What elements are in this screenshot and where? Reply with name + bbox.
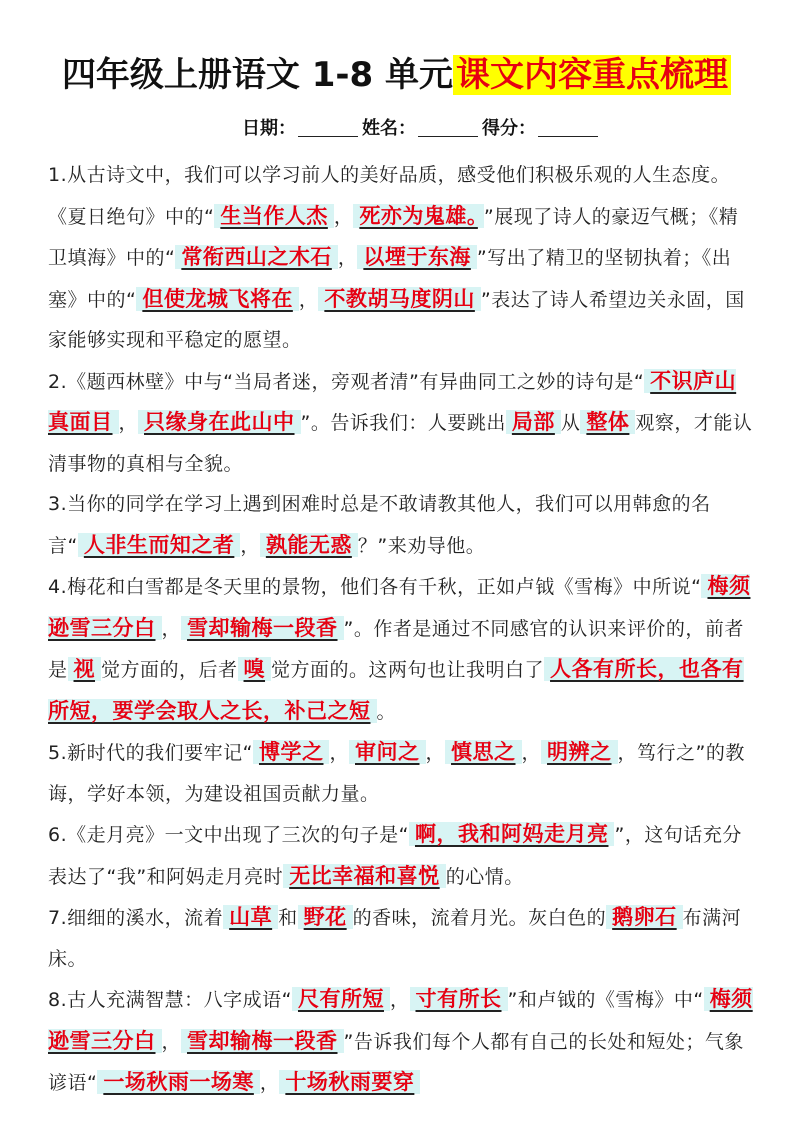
question-3 <box>48 484 753 566</box>
question-8 <box>48 979 753 1104</box>
date-label: 日期： <box>242 118 296 139</box>
q3-answer-2: 孰能无惑 <box>260 533 358 557</box>
title-main: 四年级上册语文 1-8 单元 <box>61 55 454 95</box>
q8-text-1: 8.古人充满智慧：八字成语“ <box>48 989 292 1011</box>
q7-answer-3: 鹅卵石 <box>606 905 683 929</box>
q4-text-2: ， <box>161 617 182 640</box>
q1-text-4: ， <box>337 247 358 269</box>
q1-text-2: ， <box>333 205 354 228</box>
q1-text-3: ”展现了诗人的豪迈气概；《精卫填海》中的“ <box>48 205 739 269</box>
q2-answer-4: 整体 <box>580 410 635 434</box>
q8-text-2: ， <box>389 989 410 1011</box>
q3-text-1: 3.当你的同学在学习上遇到困难时总是不敢请教其他人，我们可以用韩愈的名言“ <box>48 493 711 557</box>
q7-text-4: 布满河床。 <box>48 907 742 970</box>
q2-answer-2: 只缘身在此山中 <box>138 410 301 434</box>
question-7 <box>48 897 753 979</box>
name-blank <box>418 118 478 137</box>
q7-answer-1: 山草 <box>223 905 278 929</box>
info-line <box>242 116 602 142</box>
q5-answer-1: 博学之 <box>253 740 330 764</box>
q2-text-5: 观察，才能认清事物的真相与全貌。 <box>48 412 753 475</box>
q5-text-2: ， <box>329 742 349 764</box>
q6-answer-2: 无比幸福和喜悦 <box>283 864 446 888</box>
q6-text-1: 6.《走月亮》一文中出现了三次的句子是“ <box>48 824 409 846</box>
q3-text-3: ？”来劝导他。 <box>357 534 486 557</box>
q3-text-2: ， <box>240 534 260 557</box>
q8-text-5: ”告诉我们每个人都有自己的长处和短处；气象谚语“ <box>48 1030 744 1094</box>
q1-answer-4: 以堙于东海 <box>357 245 477 269</box>
q4-text-4: 觉方面的，后者 <box>101 659 238 681</box>
q8-answer-1: 尺有所短 <box>292 987 390 1011</box>
question-list <box>48 155 753 1104</box>
q5-text-5: ，笃行之”的教诲，学好本领，为建设祖国贡献力量。 <box>48 742 745 805</box>
q5-answer-2: 审问之 <box>349 740 426 764</box>
page-title <box>0 52 793 98</box>
q4-answer-2: 雪却输梅一段香 <box>181 616 344 640</box>
score-blank <box>538 118 598 137</box>
name-label: 姓名： <box>362 118 416 139</box>
q2-text-1: 2.《题西林壁》中与“当局者迷，旁观者清”有异曲同工之妙的诗句是“ <box>48 370 645 393</box>
q1-text-5: ”写出了精卫的坚韧执着；《出塞》中的“ <box>48 247 732 311</box>
q7-text-2: 和 <box>278 907 298 929</box>
q2-answer-1: 不识庐山真面目 <box>48 368 737 434</box>
q4-text-5: 觉方面的。这两句也让我明白了 <box>271 659 545 681</box>
q1-text-6: ， <box>298 288 319 311</box>
q8-answer-4: 雪却输梅一段香 <box>181 1029 344 1053</box>
q8-text-6: ， <box>259 1072 280 1094</box>
q5-text-4: ， <box>521 742 542 764</box>
q8-text-3: ”和卢钺的《雪梅》中“ <box>507 989 704 1011</box>
q1-answer-2: 死亦为鬼雄。 <box>353 204 484 228</box>
q4-answer-5: 人各有所长，也各有所短，要学会取人之长，补己之短 <box>48 657 744 723</box>
q1-answer-3: 常衔西山之木石 <box>175 245 338 269</box>
q4-answer-3: 视 <box>68 657 102 681</box>
question-2 <box>48 361 753 485</box>
q1-answer-6: 不教胡马度阴山 <box>318 287 481 311</box>
q5-answer-3: 慎思之 <box>445 740 522 764</box>
q6-text-2: ”，这句话充分表达了“我”和阿妈走月亮时 <box>48 824 742 888</box>
date-blank <box>298 118 358 137</box>
q6-answer-1: 啊，我和阿妈走月亮 <box>409 822 615 846</box>
q4-text-1: 4.梅花和白雪都是冬天里的景物，他们各有千秋，正如卢钺《雪梅》中所说“ <box>48 576 702 598</box>
q4-text-3: ”。作者是通过不同感官的认识来评价的，前者是 <box>48 617 744 681</box>
q1-answer-1: 生当作人杰 <box>214 204 334 228</box>
question-6 <box>48 814 753 897</box>
q2-text-4: 从 <box>560 412 581 434</box>
q5-answer-4: 明辨之 <box>541 740 618 764</box>
q1-text-1: 1.从古诗文中，我们可以学习前人的美好品质，感受他们积极乐观的人生态度。《夏日绝句》中的“ <box>48 164 731 228</box>
q7-text-1: 7.细细的溪水，流着 <box>48 907 224 929</box>
q2-answer-3: 局部 <box>506 410 561 434</box>
q7-answer-2: 野花 <box>298 905 353 929</box>
q1-text-7: ”表达了诗人希望边关永固，国家能够实现和平稳定的愿望。 <box>48 288 745 351</box>
score-label: 得分： <box>482 118 536 139</box>
q4-text-6: 。 <box>376 700 397 723</box>
question-4 <box>48 566 753 732</box>
q7-text-3: 的香味，流着月光。灰白色的 <box>352 907 607 929</box>
q8-answer-5: 一场秋雨一场寒 <box>97 1070 260 1094</box>
title-highlight: 课文内容重点梳理 <box>453 55 731 95</box>
q5-text-1: 5.新时代的我们要牢记“ <box>48 742 253 764</box>
q3-answer-1: 人非生而知之者 <box>78 533 241 557</box>
q8-answer-6: 十场秋雨要穿 <box>279 1070 420 1094</box>
q2-text-3: ”。告诉我们：人要跳出 <box>300 412 506 434</box>
question-1 <box>48 155 753 361</box>
q8-answer-3: 梅须逊雪三分白 <box>48 987 753 1053</box>
q2-text-2: ， <box>118 412 139 434</box>
q1-answer-5: 但使龙城飞将在 <box>136 287 299 311</box>
q8-answer-2: 寸有所长 <box>410 987 508 1011</box>
q4-answer-4: 嗅 <box>238 657 272 681</box>
q6-text-3: 的心情。 <box>445 865 524 888</box>
q4-answer-1: 梅须逊雪三分白 <box>48 574 751 640</box>
q8-text-4: ， <box>161 1030 182 1053</box>
question-5 <box>48 732 753 814</box>
q5-text-3: ， <box>425 742 446 764</box>
